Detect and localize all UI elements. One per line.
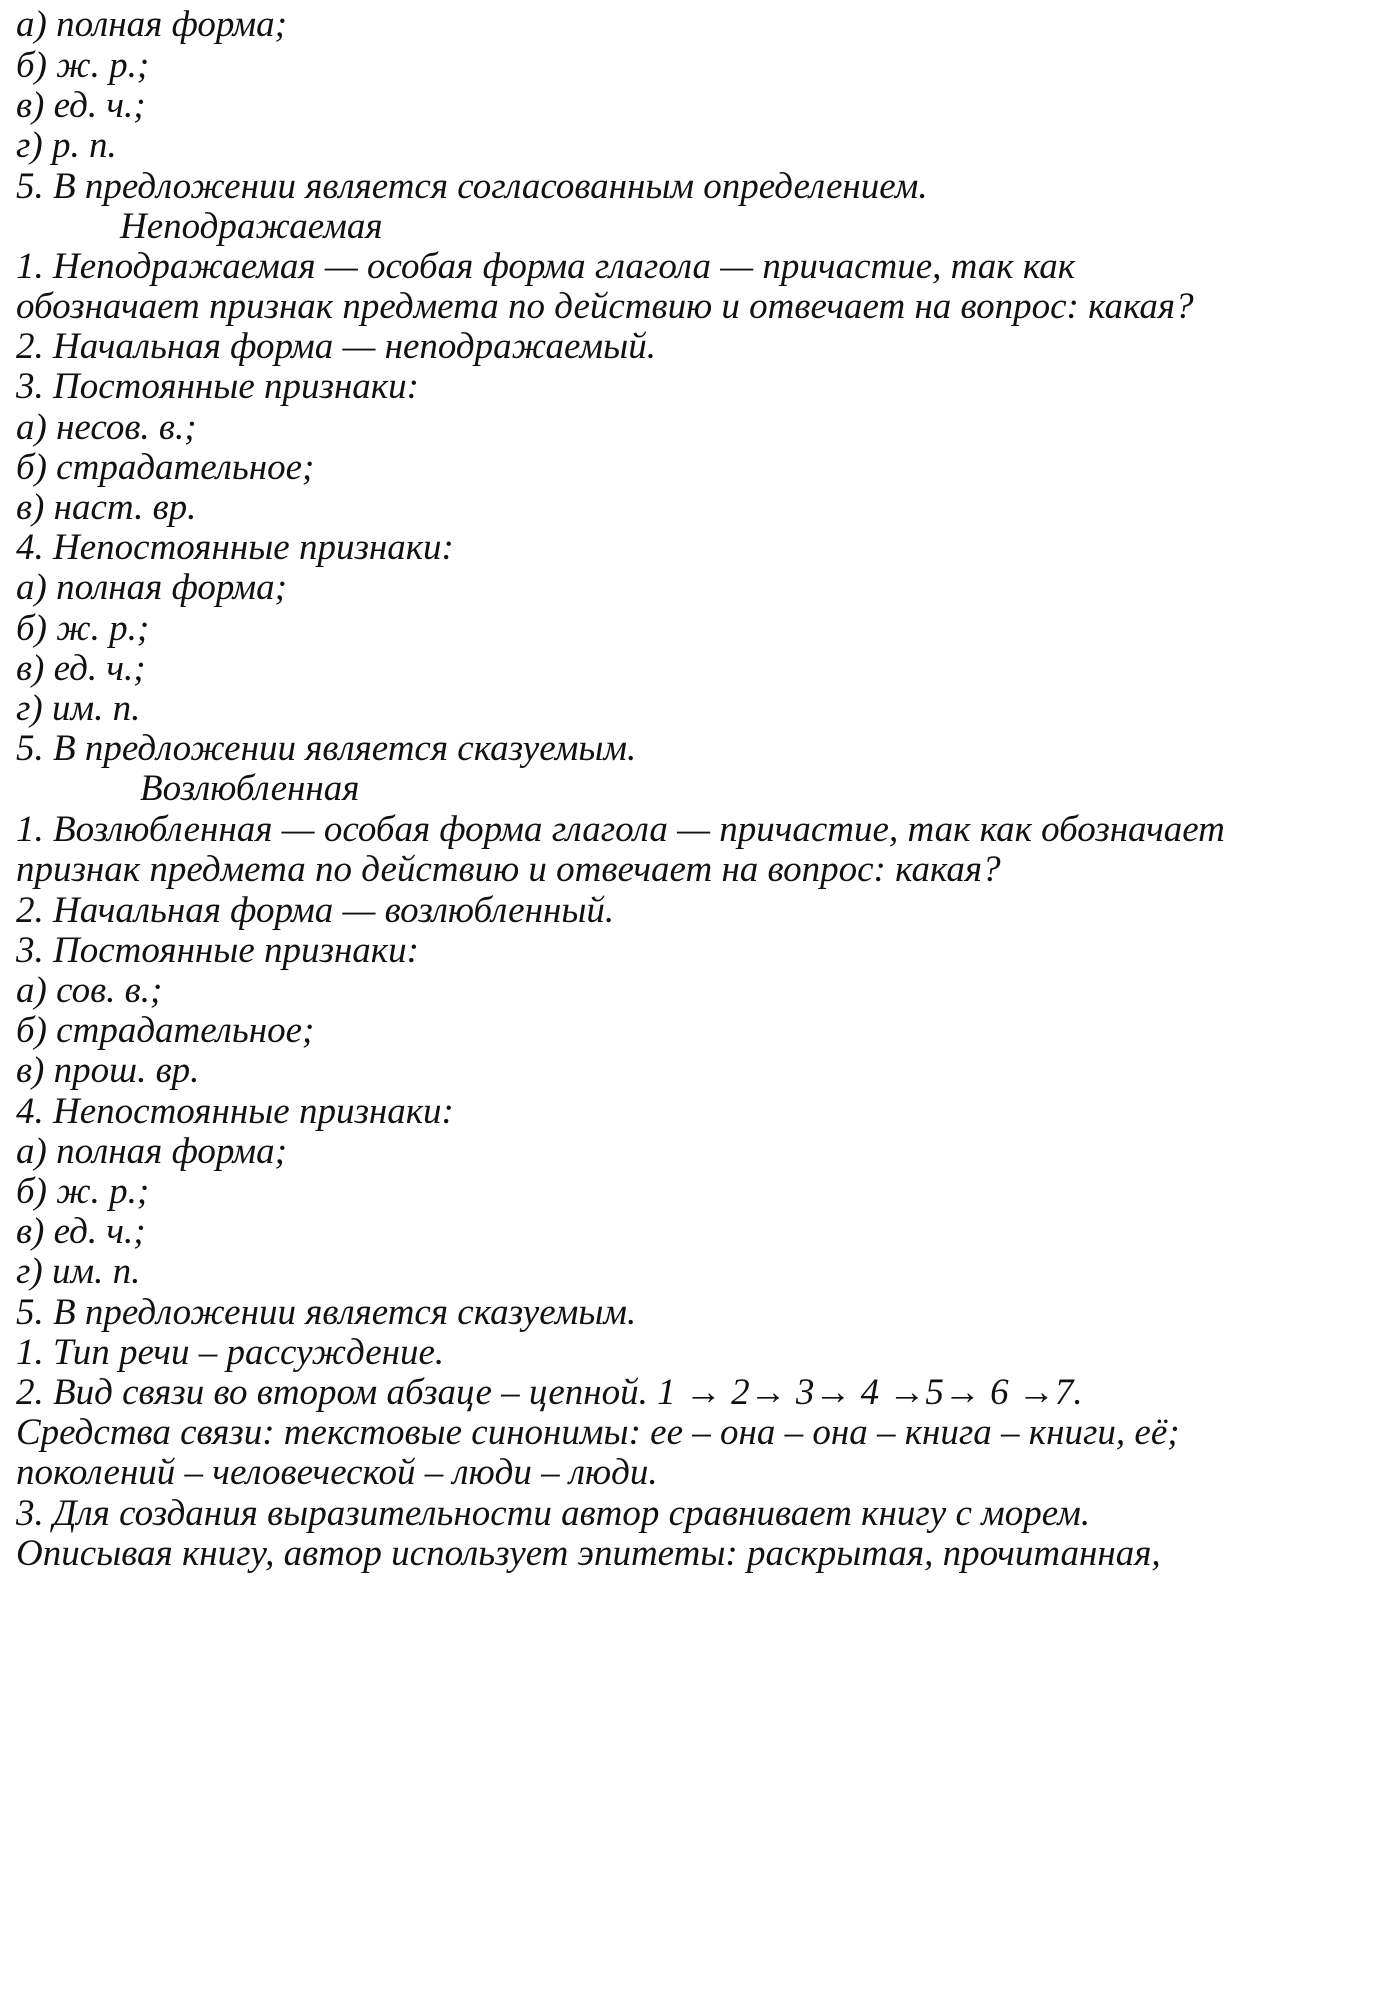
text-line: б) страдательное; [16,1010,315,1051]
text-line: 3. Для создания выразительности автор сравнивает книгу с морем. [16,1493,1091,1534]
text-line: г) им. п. [16,688,141,729]
text-line: 2. Вид связи во втором абзаце – цепной. 1 → 2→ 3→ 4 →5→ 6 →7. [16,1372,1083,1413]
text-line: 4. Непостоянные признаки: [16,1091,454,1132]
text-line: в) прош. вр. [16,1050,200,1091]
text-line: 4. Непостоянные признаки: [16,527,454,568]
text-line: а) несов. в.; [16,407,197,448]
text-line: 5. В предложении является согласованным определением. [16,166,928,207]
subheading: Неподражаемая [120,206,383,247]
text-line: б) ж. р.; [16,45,150,86]
subheading: Возлюбленная [140,768,360,809]
text-line: Средства связи: текстовые синонимы: ее – она – она – книга – книги, её; [16,1412,1180,1453]
text-line: 2. Начальная форма — неподражаемый. [16,326,656,367]
text-line: а) полная форма; [16,1131,287,1172]
text-line: поколений – человеческой – люди – люди. [16,1452,658,1493]
text-line: б) ж. р.; [16,608,150,649]
text-line: признак предмета по действию и отвечает на вопрос: какая? [16,849,1001,890]
text-line: 2. Начальная форма — возлюбленный. [16,890,615,931]
text-line: в) ед. ч.; [16,648,146,689]
text-line: 1. Возлюбленная — особая форма глагола — причастие, так как обозначает [16,809,1225,850]
text-line: в) наст. вр. [16,487,197,528]
text-line: 5. В предложении является сказуемым. [16,1292,637,1333]
text-line: а) полная форма; [16,567,287,608]
text-line: обозначает признак предмета по действию и отвечает на вопрос: какая? [16,286,1194,327]
text-line: 1. Тип речи – рассуждение. [16,1332,445,1373]
text-line: б) страдательное; [16,447,315,488]
text-line: г) р. п. [16,125,117,166]
text-line: в) ед. ч.; [16,85,146,126]
text-line: 1. Неподражаемая — особая форма глагола — причастие, так как [16,246,1076,287]
text-line: в) ед. ч.; [16,1211,146,1252]
text-line: 5. В предложении является сказуемым. [16,728,637,769]
text-line: г) им. п. [16,1251,141,1292]
text-line: Описывая книгу, автор использует эпитеты: раскрытая, прочитанная, [16,1533,1161,1574]
text-line: 3. Постоянные признаки: [16,930,419,971]
text-line: 3. Постоянные признаки: [16,366,419,407]
text-line: а) полная форма; [16,4,287,45]
text-line: б) ж. р.; [16,1171,150,1212]
text-line: а) сов. в.; [16,970,163,1011]
